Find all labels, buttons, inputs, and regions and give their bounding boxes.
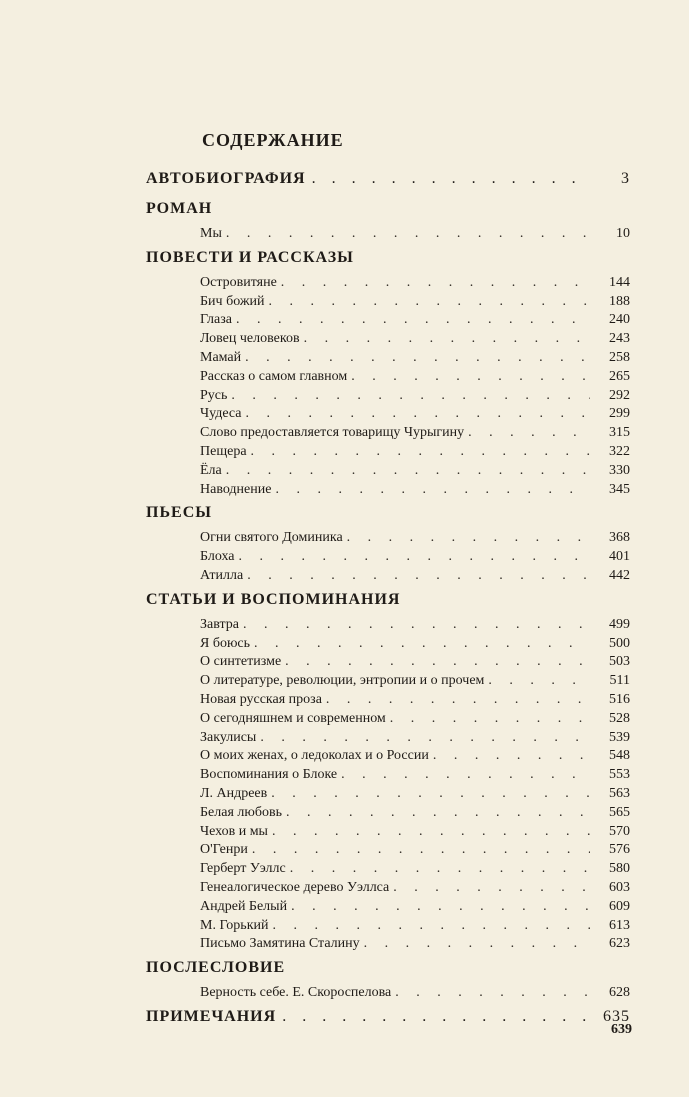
toc-entry xyxy=(200,530,630,549)
toc-entry xyxy=(200,842,630,861)
toc-section xyxy=(146,170,630,196)
entry-title: Мамай xyxy=(200,349,242,365)
entry-title: Завтра xyxy=(200,616,239,632)
entry-title: Глаза xyxy=(200,312,232,328)
leader-dots xyxy=(286,805,590,821)
leader-dots xyxy=(252,842,590,858)
leader-dots xyxy=(254,636,590,652)
entry-title: Пещера xyxy=(200,443,247,459)
entry-page-number: 576 xyxy=(609,842,630,858)
entry-page-number: 10 xyxy=(616,226,630,241)
entry-page-number: 330 xyxy=(609,462,630,478)
entry-page-number: 322 xyxy=(609,443,630,459)
leader-dots xyxy=(239,549,590,565)
leader-dots xyxy=(272,918,590,934)
entry-title: Наводнение xyxy=(200,481,272,497)
section-title: ПОВЕСТИ И РАССКАЗЫ xyxy=(146,248,354,266)
toc-entry xyxy=(200,275,630,294)
leader-dots xyxy=(247,568,590,584)
toc-entry xyxy=(200,388,630,407)
entry-title: Ёла xyxy=(200,462,222,478)
leader-dots xyxy=(433,748,590,764)
leader-dots xyxy=(269,294,590,310)
leader-dots xyxy=(393,880,590,896)
leader-dots xyxy=(488,673,590,689)
entry-title: Верность себе. Е. Скороспелова xyxy=(200,985,392,1001)
toc-section xyxy=(146,591,630,955)
entry-page-number: 553 xyxy=(609,767,630,783)
toc-entry xyxy=(200,767,630,786)
entry-title: Л. Андреев xyxy=(200,785,268,801)
entry-title: Андрей Белый xyxy=(200,898,288,914)
toc-entry xyxy=(200,568,630,587)
entry-page-number: 570 xyxy=(609,823,630,839)
entry-page-number: 539 xyxy=(609,729,630,745)
entry-title: О сегодняшнем и современном xyxy=(200,710,386,726)
entry-title: О синтетизме xyxy=(200,654,282,670)
leader-dots xyxy=(245,350,590,366)
leader-dots xyxy=(326,692,590,708)
entry-page-number: 265 xyxy=(609,368,630,384)
toc-entry xyxy=(200,673,630,692)
entry-page-number: 299 xyxy=(609,406,630,422)
toc-entry xyxy=(200,692,630,711)
section-title: РОМАН xyxy=(146,200,213,217)
entry-title: Генеалогическое дерево Уэллса xyxy=(200,879,390,895)
leader-dots xyxy=(351,369,590,385)
entry-page-number: 516 xyxy=(609,691,630,707)
entry-page-number: 292 xyxy=(609,387,630,403)
entry-title: Бич божий xyxy=(200,293,265,309)
leader-dots xyxy=(260,730,590,746)
leader-dots xyxy=(243,617,590,633)
entry-page-number: 628 xyxy=(609,985,630,1001)
toc-section xyxy=(146,249,630,501)
leader-dots xyxy=(390,711,590,727)
entry-page-number: 442 xyxy=(609,567,630,583)
entry-page-number: 315 xyxy=(609,425,630,441)
entry-title: Ловец человеков xyxy=(200,331,300,347)
entry-page-number: 499 xyxy=(609,616,630,632)
entry-page-number: 609 xyxy=(609,898,630,914)
toc-entry xyxy=(200,226,630,245)
toc-entry xyxy=(200,350,630,369)
entry-title: Русь xyxy=(200,387,228,403)
leader-dots xyxy=(347,530,590,546)
leader-dots xyxy=(312,170,588,188)
toc-entry xyxy=(200,805,630,824)
toc-entry xyxy=(200,711,630,730)
entry-page-number: 243 xyxy=(609,331,630,347)
entry-title: Островитяне xyxy=(200,274,277,290)
page-number: 639 xyxy=(611,1022,632,1037)
entry-page-number: 565 xyxy=(609,804,630,820)
toc-entry xyxy=(200,406,630,425)
leader-dots xyxy=(271,786,590,802)
toc-section xyxy=(146,200,630,245)
entry-title: Новая русская проза xyxy=(200,691,322,707)
leader-dots xyxy=(304,331,590,347)
section-page-number: 3 xyxy=(621,170,630,187)
entry-page-number: 623 xyxy=(609,936,630,952)
section-heading xyxy=(146,1008,630,1034)
entry-title: О'Генри xyxy=(200,842,248,858)
toc-entry xyxy=(200,654,630,673)
leader-dots xyxy=(291,899,590,915)
leader-dots xyxy=(246,406,590,422)
section-title: ПЬЕСЫ xyxy=(146,504,212,522)
toc-entry xyxy=(200,861,630,880)
toc-entry xyxy=(200,617,630,636)
entry-title: М. Горький xyxy=(200,917,269,933)
entry-page-number: 144 xyxy=(609,274,630,290)
toc-entry xyxy=(200,748,630,767)
toc-section xyxy=(146,1008,630,1034)
entry-title: Рассказ о самом главном xyxy=(200,368,348,384)
entry-title: О литературе, революции, энтропии и о прочем xyxy=(200,673,485,689)
entry-title: Блоха xyxy=(200,549,235,565)
entry-title: Воспоминания о Блоке xyxy=(200,767,338,783)
toc-entry xyxy=(200,549,630,568)
section-heading xyxy=(146,200,630,226)
leader-dots xyxy=(285,654,590,670)
section-heading xyxy=(146,959,630,985)
entry-page-number: 500 xyxy=(609,635,630,651)
leader-dots xyxy=(226,226,590,242)
entry-title: Огни святого Доминика xyxy=(200,530,343,546)
entry-title: Белая любовь xyxy=(200,804,282,820)
toc-entry xyxy=(200,936,630,955)
leader-dots xyxy=(282,1008,588,1026)
toc-entry xyxy=(200,294,630,313)
entry-title: Мы xyxy=(200,226,222,241)
toc-entry xyxy=(200,985,630,1004)
toc-entry xyxy=(200,369,630,388)
toc-entry xyxy=(200,730,630,749)
toc-entry xyxy=(200,824,630,843)
section-title: ПРИМЕЧАНИЯ xyxy=(146,1007,277,1025)
entry-page-number: 563 xyxy=(609,785,630,801)
leader-dots xyxy=(468,425,590,441)
entry-title: Герберт Уэллс xyxy=(200,861,286,877)
toc-entry xyxy=(200,636,630,655)
entry-title: Закулисы xyxy=(200,729,257,745)
section-heading xyxy=(146,170,630,196)
entry-page-number: 580 xyxy=(609,861,630,877)
entry-title: Слово предоставляется товарищу Чурыгину xyxy=(200,425,465,441)
leader-dots xyxy=(290,861,590,877)
section-title: ПОСЛЕСЛОВИЕ xyxy=(146,959,286,977)
toc-section xyxy=(146,504,630,586)
toc-entry xyxy=(200,331,630,350)
leader-dots xyxy=(281,275,590,291)
entry-title: Чудеса xyxy=(200,406,242,422)
entry-page-number: 503 xyxy=(609,654,630,670)
entry-page-number: 548 xyxy=(609,748,630,764)
section-heading xyxy=(146,591,630,617)
leader-dots xyxy=(341,767,590,783)
section-heading xyxy=(146,504,630,530)
leader-dots xyxy=(231,388,590,404)
entry-title: О моих женах, о ледоколах и о России xyxy=(200,748,429,764)
leader-dots xyxy=(236,312,590,328)
toc-entry xyxy=(200,444,630,463)
leader-dots xyxy=(226,463,590,479)
leader-dots xyxy=(251,444,590,460)
section-heading xyxy=(146,249,630,275)
leader-dots xyxy=(395,985,590,1001)
entry-title: Я боюсь xyxy=(200,635,251,651)
entry-page-number: 188 xyxy=(609,293,630,309)
section-page-number: 635 xyxy=(603,1007,630,1025)
entry-page-number: 603 xyxy=(609,879,630,895)
leader-dots xyxy=(272,824,590,840)
entry-title: Атилла xyxy=(200,567,244,583)
entry-page-number: 240 xyxy=(609,312,630,328)
toc-entry xyxy=(200,899,630,918)
entry-title: Письмо Замятина Сталину xyxy=(200,936,360,952)
entry-page-number: 511 xyxy=(609,673,630,689)
entry-page-number: 258 xyxy=(609,349,630,365)
toc-entry xyxy=(200,880,630,899)
entry-title: Чехов и мы xyxy=(200,823,268,839)
page-title: СОДЕРЖАНИЕ xyxy=(202,130,344,150)
toc-entry xyxy=(200,918,630,937)
toc-entry xyxy=(200,482,630,501)
section-title: СТАТЬИ И ВОСПОМИНАНИЯ xyxy=(146,590,401,608)
toc-entry xyxy=(200,425,630,444)
leader-dots xyxy=(364,936,590,952)
table-of-contents xyxy=(146,170,630,1038)
toc-entry xyxy=(200,312,630,331)
toc-entry xyxy=(200,463,630,482)
entry-page-number: 345 xyxy=(609,481,630,497)
entry-page-number: 528 xyxy=(609,710,630,726)
entry-page-number: 613 xyxy=(609,917,630,933)
section-title: АВТОБИОГРАФИЯ xyxy=(146,170,306,187)
entry-page-number: 368 xyxy=(609,530,630,546)
toc-entry xyxy=(200,786,630,805)
toc-section xyxy=(146,959,630,1004)
entry-page-number: 401 xyxy=(609,549,630,565)
leader-dots xyxy=(275,482,590,498)
